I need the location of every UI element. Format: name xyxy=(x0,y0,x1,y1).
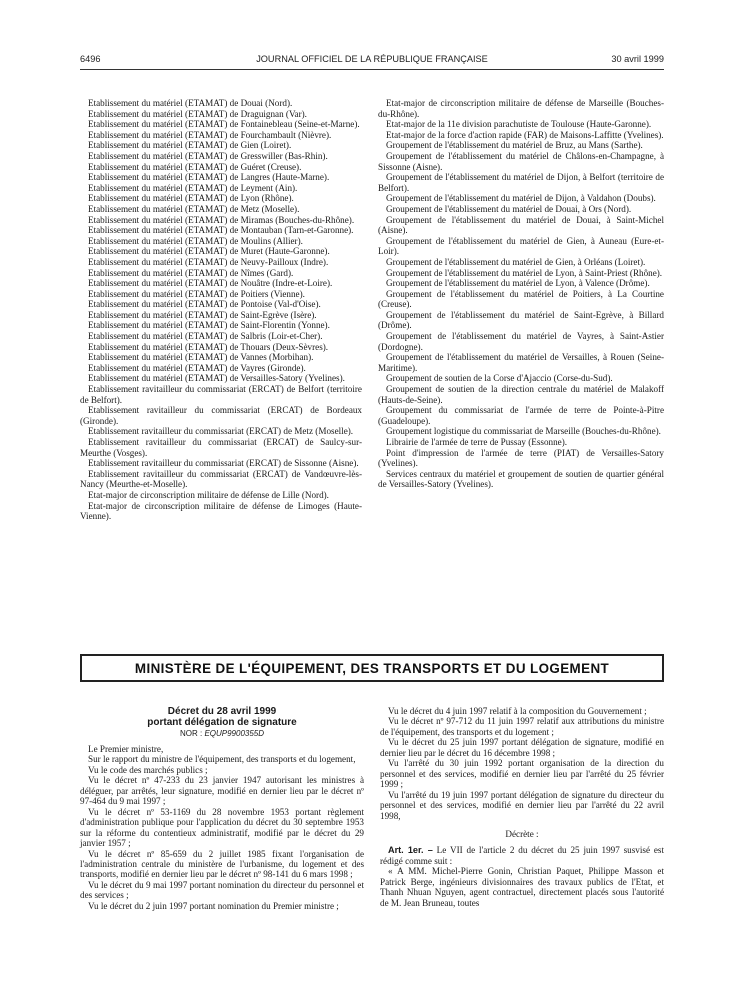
entry-item: Groupement de l'établissement du matériel de Gien, à Orléans (Loiret). xyxy=(386,256,646,267)
decree-right-column xyxy=(380,706,664,908)
ministry-title: MINISTÈRE DE L'ÉQUIPEMENT, DES TRANSPORTS ET DU LOGEMENT xyxy=(134,660,610,676)
entry-item: Services centraux du matériel et groupement de soutien de quartier général de Versailles-Satory (Yvelines). xyxy=(378,468,664,490)
entry-item: Etat-major de la force d'action rapide (FAR) de Maisons-Laffitte (Yvelines). xyxy=(386,129,664,140)
entry-item: Etablissement ravitailleur du commissariat (ERCAT) de Bordeaux (Gironde). xyxy=(80,405,362,426)
entry-item: Etablissement du matériel (ETAMAT) de Thouars (Deux-Sèvres). xyxy=(88,341,329,352)
entry-item: Etablissement du matériel (ETAMAT) de Pontoise (Val-d'Oise). xyxy=(88,299,321,310)
entry-item: Etat-major de la 11e division parachutiste de Toulouse (Haute-Garonne). xyxy=(386,119,652,130)
entry-item: Etablissement ravitailleur du commissariat (ERCAT) de Metz (Moselle). xyxy=(88,426,354,437)
header-rule xyxy=(80,69,664,70)
entry-item: Groupement de l'établissement du matériel de Versailles, à Rouen (Seine-Maritime). xyxy=(378,352,664,373)
entry-item: Etablissement du matériel (ETAMAT) de Langres (Haute-Marne). xyxy=(88,172,330,183)
decree-paragraph: Le Premier ministre, xyxy=(88,744,164,754)
entry-item: Etablissement du matériel (ETAMAT) de Neuvy-Pailloux (Indre). xyxy=(88,256,329,267)
entry-item: Etablissement du matériel (ETAMAT) de Leyment (Ain). xyxy=(88,182,298,193)
entry-item: Groupement de soutien de la direction centrale du matériel de Malakoff (Hauts-de-Seine). xyxy=(378,384,664,405)
nor-code: EQUP9900355D xyxy=(204,729,265,738)
entry-item: Etablissement du matériel (ETAMAT) de Nouâtre (Indre-et-Loire). xyxy=(88,278,333,289)
entry-item: Etablissement ravitailleur du commissariat (ERCAT) de Sissonne (Aisne). xyxy=(88,458,359,469)
entry-item: Etablissement du matériel (ETAMAT) de Miramas (Bouches-du-Rhône). xyxy=(88,214,355,225)
entry-item: Groupement de l'établissement du matériel de Poitiers, à La Courtine (Creuse). xyxy=(378,288,664,310)
entry-item: Etablissement du matériel (ETAMAT) de Vayres (Gironde). xyxy=(88,362,306,373)
entry-item: Groupement de l'établissement du matériel de Douai, à Ors (Nord). xyxy=(386,203,632,214)
decree-paragraph: Vu le décret du 4 juin 1997 relatif à la composition du Gouvernement ; xyxy=(388,706,647,716)
entry-item: Groupement de l'établissement du matériel de Châlons-en-Champagne, à Sissonne (Aisne). xyxy=(378,150,664,172)
entry-item: Etablissement du matériel (ETAMAT) de Draguignan (Var). xyxy=(88,108,307,119)
entry-item: Etablissement du matériel (ETAMAT) de Guéret (Creuse). xyxy=(88,161,302,172)
entry-item: Etat-major de circonscription militaire de défense de Lille (Nord). xyxy=(88,489,329,500)
nor-reference xyxy=(80,729,364,738)
entry-item: Etablissement du matériel (ETAMAT) de Moulins (Allier). xyxy=(88,235,303,246)
entry-item: Groupement de l'établissement du matériel de Douai, à Saint-Michel (Aisne). xyxy=(378,214,664,236)
entry-item: Librairie de l'armée de terre de Pussay (Essonne). xyxy=(386,437,568,447)
entry-item: Etablissement ravitailleur du commissariat (ERCAT) de Saulcy-sur-Meurthe (Vosges). xyxy=(80,437,362,458)
entry-item: Etablissement du matériel (ETAMAT) de Douai (Nord). xyxy=(88,98,293,108)
entry-item: Etablissement du matériel (ETAMAT) de Metz (Moselle). xyxy=(88,203,300,214)
entry-item: Etat-major de circonscription militaire de défense de Marseille (Bouches-du-Rhône). xyxy=(378,98,664,119)
entry-item: Etablissement du matériel (ETAMAT) de Versailles-Satory (Yvelines). xyxy=(88,373,345,384)
entry-item: Etablissement ravitailleur du commissariat (ERCAT) de Belfort (territoire de Belfort). xyxy=(80,384,362,405)
page-header xyxy=(80,54,664,68)
entry-item: Etablissement du matériel (ETAMAT) de Muret (Haute-Garonne). xyxy=(88,246,330,257)
decree-paragraph: Vu le code des marchés publics ; xyxy=(88,764,208,775)
entry-item: Groupement de l'établissement du matériel de Lyon, à Saint-Priest (Rhône). xyxy=(386,267,663,278)
entry-item: Groupement de l'établissement du matériel de Saint-Egrève, à Billard (Drôme). xyxy=(378,309,664,331)
decrete-heading: Décrète : xyxy=(505,828,539,839)
decree-paragraph: Vu l'arrêté du 30 juin 1992 portant organisation de la direction du personnel et des services, modifié en dernier lieu par l'arrêté du 25 février 1999 ; xyxy=(380,758,664,790)
entry-item: Etablissement du matériel (ETAMAT) de Saint-Egrève (Isère). xyxy=(88,309,317,320)
article-label: Art. 1er. – xyxy=(388,845,433,856)
decree-subtitle: portant délégation de signature xyxy=(147,717,297,728)
left-column-entries xyxy=(80,98,362,522)
decree-paragraph: Vu le décret nº 53-1169 du 28 novembre 1953 portant règlement d'administration publique pour l'application du décret du 30 septembre 1953 sur la réforme du contentieux administratif, modifié par le décret du 29 janvier 1957 ; xyxy=(80,806,364,849)
entry-item: Etablissement du matériel (ETAMAT) de Lyon (Rhône). xyxy=(88,193,294,204)
article-text: Le VII de l'article 2 du décret du 25 juin 1997 susvisé est rédigé comme suit : xyxy=(380,845,665,866)
entry-item: Groupement de soutien de la Corse d'Ajaccio (Corse-du-Sud). xyxy=(386,373,613,384)
entry-item: Etablissement du matériel (ETAMAT) de Vannes (Morbihan). xyxy=(88,352,314,363)
ministry-banner xyxy=(80,654,664,682)
article-quote: « A MM. Michel-Pierre Gonin, Christian Paquet, Philippe Masson et Patrick Berge, ingénieurs divisionnaires des travaux publics de l'Etat, et Thanh Nhuan Nguyen, agent contractuel, directement placés sous l'autorité de M. Jean Bruneau, toutes xyxy=(380,866,664,908)
decree-paragraph: Vu le décret du 25 juin 1997 portant délégation de signature, modifié en dernier lieu par le décret du 16 décembre 1998 ; xyxy=(380,737,664,758)
decree-paragraph: Vu l'arrêté du 19 juin 1997 portant délégation de signature du directeur du personnel et des services, modifié en dernier lieu par l'arrêté du 22 avril 1998, xyxy=(380,789,664,821)
decree-paragraph: Sur le rapport du ministre de l'équipement, des transports et du logement, xyxy=(88,754,356,765)
entry-item: Etablissement du matériel (ETAMAT) de Nîmes (Gard). xyxy=(88,267,294,278)
entry-item: Etablissement du matériel (ETAMAT) de Fourchambault (Nièvre). xyxy=(88,129,332,140)
decree-left-column xyxy=(80,744,364,911)
entry-item: Etablissement du matériel (ETAMAT) de Saint-Florentin (Yonne). xyxy=(88,320,330,331)
decree-paragraph: Vu le décret du 9 mai 1997 portant nomination du directeur du personnel et des services ; xyxy=(80,879,364,901)
article-1 xyxy=(380,845,664,866)
issue-date: 30 avril 1999 xyxy=(611,54,664,64)
decree-paragraph: Vu le décret nº 47-233 du 23 janvier 1947 autorisant les ministres à déléguer, par arrêtés, leur signature, modifié en dernier lieu par le décret nº 97-464 du 9 mai 1997 ; xyxy=(80,775,364,807)
entry-item: Groupement logistique du commissariat de Marseille (Bouches-du-Rhône). xyxy=(386,426,661,437)
entry-item: Etablissement du matériel (ETAMAT) de Poitiers (Vienne). xyxy=(88,288,305,299)
entry-item: Etablissement du matériel (ETAMAT) de Montauban (Tarn-et-Garonne). xyxy=(88,225,354,236)
entry-item: Groupement de l'établissement du matériel de Lyon, à Valence (Drôme). xyxy=(386,278,650,289)
page-number: 6496 xyxy=(80,54,101,64)
entry-item: Groupement de l'établissement du matériel de Dijon, à Valdahon (Doubs). xyxy=(386,193,656,204)
entry-item: Etablissement du matériel (ETAMAT) de Gresswiller (Bas-Rhin). xyxy=(88,150,328,161)
entry-item: Etat-major de circonscription militaire de défense de Limoges (Haute-Vienne). xyxy=(80,500,362,522)
decree-title: Décret du 28 avril 1999 xyxy=(167,706,277,717)
entry-item: Etablissement ravitailleur du commissariat (ERCAT) de Vandœuvre-lès-Nancy (Meurthe-et-Moselle). xyxy=(80,468,362,490)
entry-item: Groupement de l'établissement du matériel de Gien, à Auneau (Eure-et-Loir). xyxy=(378,235,664,257)
decree-paragraph: Vu le décret nº 85-659 du 2 juillet 1985 fixant l'organisation de l'administration centrale du ministère de l'urbanisme, du logement et des transports, modifié en dernier lieu par le décret nº 98-141 du 6 mars 1998 ; xyxy=(80,848,364,880)
entry-item: Point d'impression de l'armée de terre (PIAT) de Versailles-Satory (Yvelines). xyxy=(378,447,664,469)
journal-title: JOURNAL OFFICIEL DE LA RÉPUBLIQUE FRANÇAISE xyxy=(256,54,488,64)
entry-item: Groupement de l'établissement du matériel de Vayres, à Saint-Astier (Dordogne). xyxy=(378,331,664,352)
entry-item: Groupement de l'établissement du matériel de Bruz, au Mans (Sarthe). xyxy=(386,140,643,151)
decree-paragraph: Vu le décret du 2 juin 1997 portant nomination du Premier ministre ; xyxy=(88,900,339,911)
entry-item: Etablissement du matériel (ETAMAT) de Salbris (Loir-et-Cher). xyxy=(88,331,323,342)
entry-item: Etablissement du matériel (ETAMAT) de Fontainebleau (Seine-et-Marne). xyxy=(88,119,360,130)
right-column-entries xyxy=(378,98,664,490)
entry-item: Groupement du commissariat de l'armée de terre de Pointe-à-Pitre (Guadeloupe). xyxy=(378,405,664,426)
decree-paragraph: Vu le décret nº 97-712 du 11 juin 1997 relatif aux attributions du ministre de l'équipement, des transports et du logement ; xyxy=(380,716,664,737)
entry-item: Groupement de l'établissement du matériel de Dijon, à Belfort (territoire de Belfort). xyxy=(378,172,664,193)
nor-label: NOR : xyxy=(179,729,203,738)
entry-item: Etablissement du matériel (ETAMAT) de Gien (Loiret). xyxy=(88,140,292,151)
decree-visas-continued xyxy=(380,706,664,821)
